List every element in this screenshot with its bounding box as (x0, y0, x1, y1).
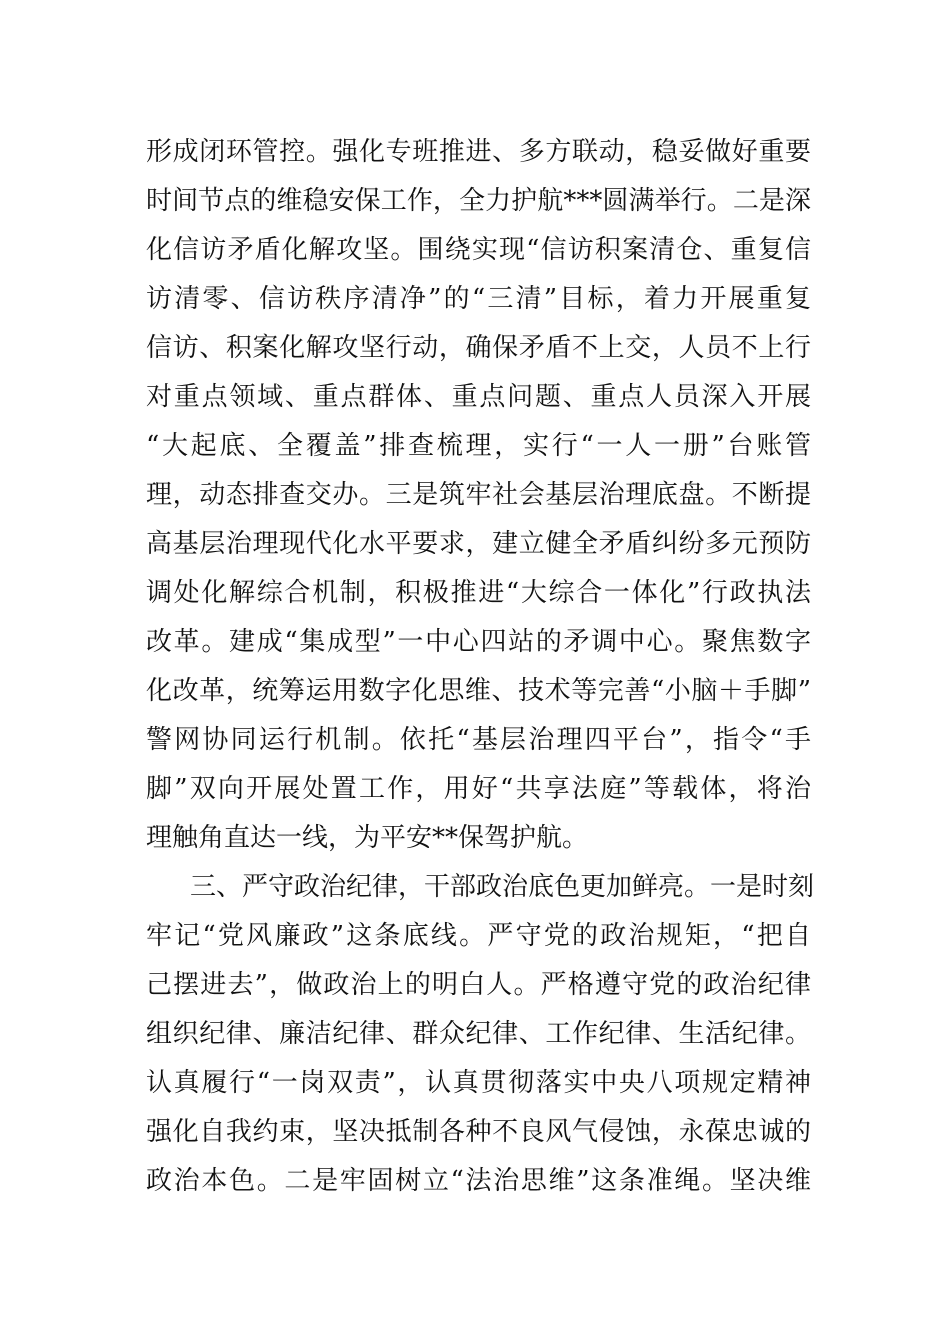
body-text (146, 128, 815, 1206)
text-line: 对重点领域、重点群体、重点问题、重点人员深入开展 (146, 382, 811, 412)
text-line: 改革。建成“集成型”一中心四站的矛调中心。聚焦数字 (146, 627, 811, 657)
text-line: 认真履行“一岗双责”，认真贯彻落实中央八项规定精神 (146, 1068, 811, 1098)
text-line: 化信访矛盾化解攻坚。围绕实现“信访积案清仓、重复信 (146, 235, 811, 265)
text-line: 化改革，统筹运用数字化思维、技术等完善“小脑＋手脚” (146, 676, 811, 706)
text-line: 牢记“党风廉政”这条底线。严守党的政治规矩，“把自 (146, 921, 811, 951)
text-line: 时间节点的维稳安保工作，全力护航***圆满举行。二是深 (146, 186, 811, 216)
text-line: 组织纪律、廉洁纪律、群众纪律、工作纪律、生活纪律。 (146, 1019, 811, 1049)
text-line: 信访、积案化解攻坚行动，确保矛盾不上交，人员不上行 (146, 333, 811, 363)
text-line: 理，动态排查交办。三是筑牢社会基层治理底盘。不断提 (146, 480, 811, 510)
text-line: 警网协同运行机制。依托“基层治理四平台”，指令“手 (146, 725, 811, 755)
text-line: 己摆进去”，做政治上的明白人。严格遵守党的政治纪律 (146, 970, 811, 1000)
text-line: 强化自我约束，坚决抵制各种不良风气侵蚀，永葆忠诚的 (146, 1117, 811, 1147)
text-line: 访清零、信访秩序清净”的“三清”目标，着力开展重复 (146, 284, 811, 314)
text-line: 形成闭环管控。强化专班推进、多方联动，稳妥做好重要 (146, 137, 811, 167)
text-line: 政治本色。二是牢固树立“法治思维”这条准绳。坚决维 (146, 1166, 811, 1196)
text-line: 高基层治理现代化水平要求，建立健全矛盾纠纷多元预防 (146, 529, 811, 559)
text-line: 理触角直达一线，为平安**保驾护航。 (146, 823, 589, 853)
text-line: 脚”双向开展处置工作，用好“共享法庭”等载体，将治 (146, 774, 811, 804)
section-heading-line: 三、严守政治纪律，干部政治底色更加鲜亮。一是时刻 (190, 872, 815, 902)
text-line: 调处化解综合机制，积极推进“大综合一体化”行政执法 (146, 578, 811, 608)
text-line: “大起底、全覆盖”排查梳理，实行“一人一册”台账管 (146, 431, 811, 461)
